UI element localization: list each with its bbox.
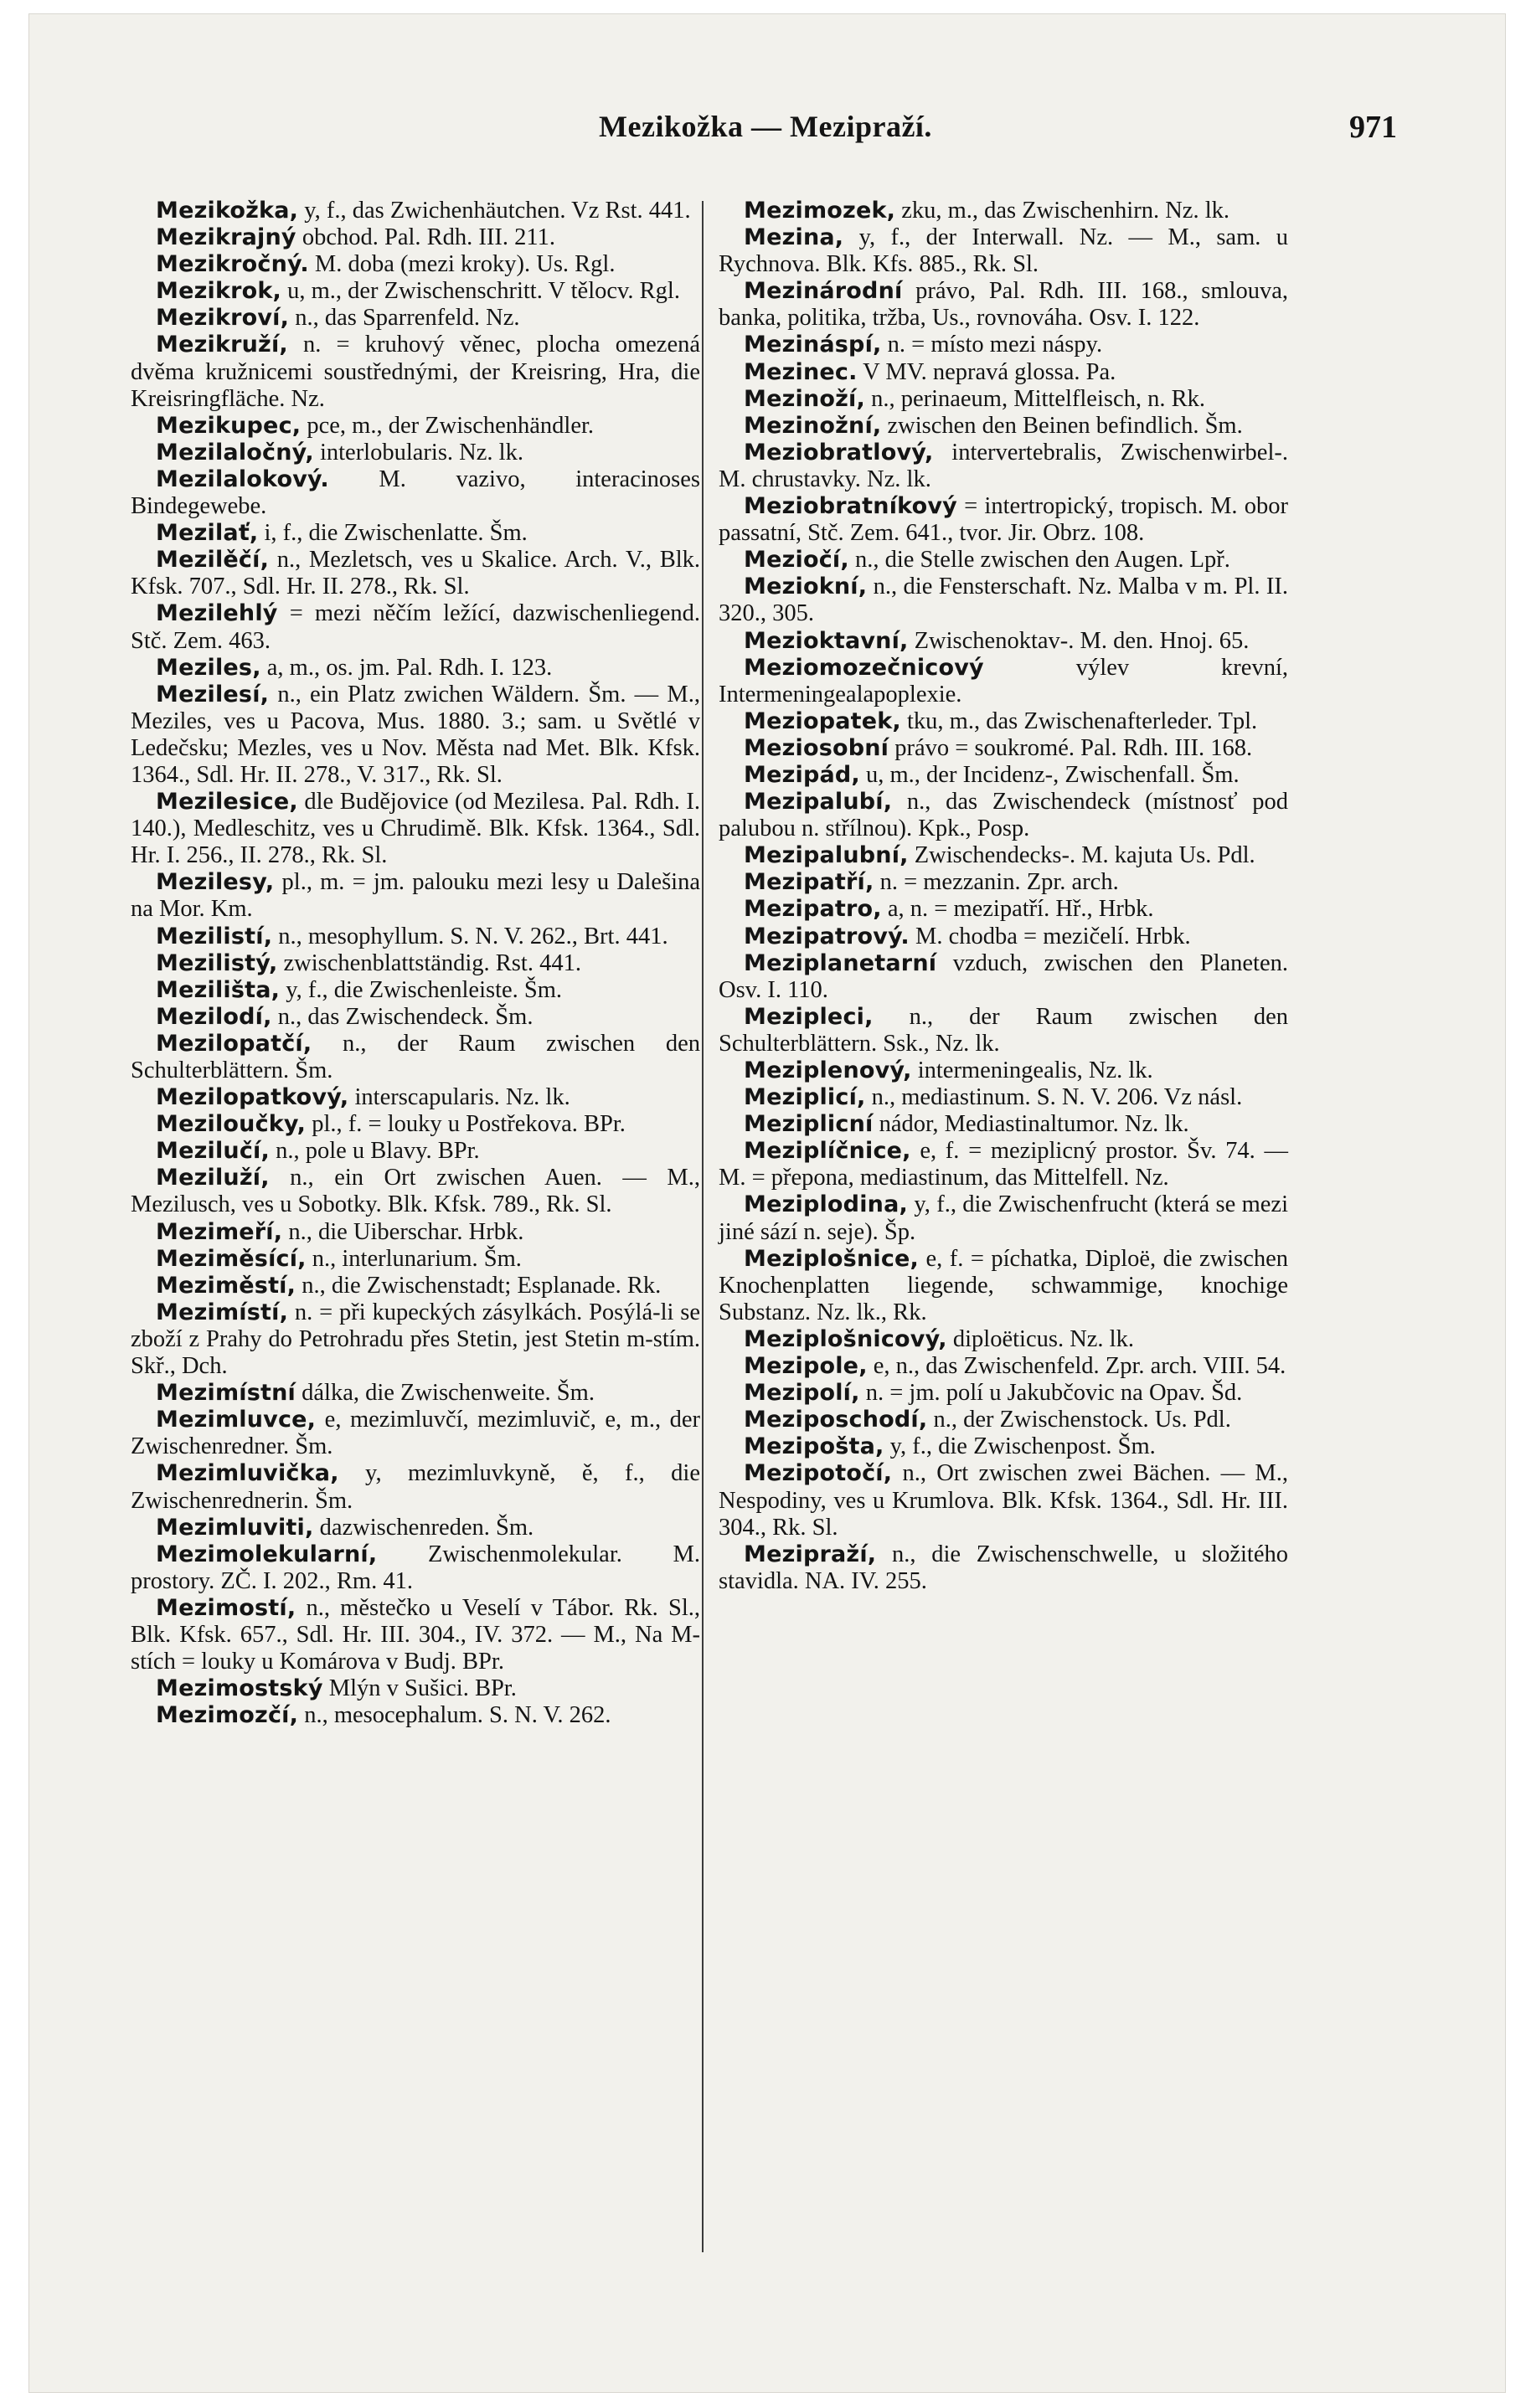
entry-headword: Mezipatří, [744,869,874,896]
entry-definition: n. = mezzanin. Zpr. arch. [874,869,1119,896]
entry-definition: interlobularis. Nz. lk. [313,439,523,466]
entry-definition: u, m., der Incidenz-, Zwischenfall. Šm. [859,761,1240,788]
dictionary-entry [131,1138,700,1165]
entry-definition: n., ein Platz zwichen Wäldern. Šm. — M., Meziles, ves u Pacova, Mus. 1880. 3.; sam. u Světlé v Ledečsku; Mezles, ves u Nov. Města nad Met. Blk. Kfsk. 1364., Sdl. Hr. II. 278., V. 317., Rk. Sl. [131,681,700,788]
entry-definition: diploëticus. Nz. lk. [946,1325,1134,1352]
dictionary-entry [131,547,700,600]
dictionary-entry [131,440,700,466]
dictionary-entry [131,1165,700,1218]
entry-definition: y, f., die Zwischenleiste. Šm. [280,976,563,1003]
dictionary-entry [719,708,1288,735]
dictionary-entry [131,950,700,977]
entry-definition: Zwischendecks-. M. kajuta Us. Pdl. [908,842,1255,869]
entry-headword: Mezimluviti, [156,1514,314,1541]
entry-definition: y, f., der Interwall. Nz. — M., sam. u Rychnova. Blk. Kfs. 885., Rk. Sl. [719,224,1288,278]
dictionary-entry [719,1138,1288,1191]
entry-headword: Meziplanetarní [744,949,937,976]
running-title: Mezikožka — Mezipraží. [599,110,932,143]
entry-definition: zwischen den Beinen befindlich. Šm. [881,412,1243,439]
entry-headword: Mezinožní, [744,412,882,439]
entry-definition: a, n. = mezipatří. Hř., Hrbk. [881,896,1154,923]
entry-headword: Mezipleci, [744,1003,874,1030]
entry-headword: Mezikožka, [156,198,299,224]
dictionary-entry [131,1380,700,1407]
entry-definition: i, f., die Zwischenlatte. Šm. [258,520,528,547]
left-column [131,198,700,1729]
page-number: 971 [1349,110,1397,145]
entry-definition: e, mezimluvčí, mezimluvič, e, m., der Zwischenredner. Šm. [131,1407,700,1460]
dictionary-entry [719,1380,1288,1407]
dictionary-entry [719,332,1288,358]
entry-definition: n. = jm. polí u Jakubčovic na Opav. Šd. [859,1380,1243,1407]
entry-definition: u, m., der Zwischenschritt. V tělocv. Rgl. [281,278,680,305]
entry-definition: n., mediastinum. S. N. V. 206. Vz násl. [865,1084,1243,1111]
entry-headword: Mezipalubní, [744,842,909,869]
dictionary-entry [131,251,700,278]
dictionary-entry [719,574,1288,627]
entry-headword: Meziokní, [744,574,868,600]
entry-headword: Mezilopatkový, [156,1084,349,1111]
entry-headword: Mezilesy, [156,869,275,896]
entry-definition: n., ein Ort zwischen Auen. — M., Mezilusch, ves u Sobotky. Blk. Kfsk. 789., Rk. Sl. [131,1165,700,1218]
entry-definition: y, mezimluvkyně, ě, f., die Zwischenrednerin. Šm. [131,1460,700,1514]
entry-headword: Meziobratníkový [744,493,957,520]
dictionary-entry [719,869,1288,896]
entry-definition: e, f. = píchatka, Diploë, die zwischen Knochenplatten liegende, schwammige, knochige Substanz. Nz. lk., Rk. [719,1245,1288,1325]
entry-definition: V MV. nepravá glossa. Pa. [857,358,1116,385]
entry-definition: zku, m., das Zwischenhirn. Nz. lk. [895,198,1229,224]
dictionary-entry [719,1004,1288,1057]
entry-headword: Mezimístní [156,1380,296,1407]
entry-headword: Mezimluvička, [156,1460,339,1487]
dictionary-entry [719,493,1288,547]
dictionary-entry [131,278,700,305]
dictionary-entry [131,682,700,789]
dictionary-entry [719,924,1288,950]
entry-headword: Meziplodina, [744,1191,908,1218]
entry-headword: Meziposchodí, [744,1407,928,1433]
entry-headword: Meziplenový, [744,1057,912,1083]
dictionary-entry [719,735,1288,762]
entry-headword: Mezipatrový. [744,923,910,949]
entry-definition: Zwischenmolekular. M. prostory. ZČ. I. 202., Rm. 41. [131,1541,700,1594]
entry-definition: dle Budějovice (od Mezilesa. Pal. Rdh. I. 140.), Medleschitz, ves u Chrudimě. Blk. Kfsk. 1364., Sdl. Hr. I. 256., II. 278., Rk. Sl. [131,789,700,869]
entry-definition: y, f., das Zwichenhäutchen. Vz Rst. 441. [298,198,691,224]
dictionary-entry [719,1084,1288,1111]
entry-definition: a, m., os. jm. Pal. Rdh. I. 123. [260,654,553,681]
entry-definition: n., die Uiberschar. Hrbk. [282,1218,524,1245]
entry-headword: Mezilistí, [156,923,273,949]
dictionary-entry [719,655,1288,708]
entry-headword: Mezioktavní, [744,627,909,654]
dictionary-entry [131,1595,700,1675]
dictionary-entry [131,1299,700,1380]
entry-headword: Mezilistý, [156,949,278,976]
entry-definition: = intertropický, tropisch. M. obor passatní, Stč. Zem. 641., tvor. Jir. Obrz. 108. [719,493,1288,547]
entry-headword: Mezikupec, [156,412,302,439]
entry-definition: M. chodba = mezičelí. Hrbk. [909,923,1191,949]
dictionary-entry [719,1191,1288,1245]
dictionary-entry [719,413,1288,440]
entry-headword: Mezikruží, [156,332,288,358]
dictionary-entry [131,1031,700,1084]
entry-headword: Mezipraží, [744,1541,877,1567]
entry-headword: Meziloučky, [156,1111,307,1138]
entry-definition: y, f., die Zwischenfrucht (která se mezi jiné sází n. seje). Šp. [719,1191,1288,1245]
dictionary-entry [719,842,1288,869]
entry-headword: Mezikrajný [156,224,296,251]
dictionary-entry [131,600,700,654]
dictionary-entry [131,977,700,1004]
entry-headword: Mezipole, [744,1353,868,1380]
entry-definition: n. = kruhový věnec, plocha omezená dvěma kružnicemi soustřednými, der Kreisring, Hra, die Kreisringfläche. Nz. [131,332,700,412]
dictionary-entry [719,1111,1288,1138]
entry-definition: n., die Fensterschaft. Nz. Malba v m. Pl. II. 320., 305. [719,574,1288,627]
dictionary-entry [131,924,700,950]
dictionary-entry [719,1057,1288,1084]
entry-headword: Mezimeří, [156,1218,283,1245]
dictionary-entry [131,1219,700,1246]
entry-headword: Mezimozek, [744,198,896,224]
dictionary-entry [131,1111,700,1138]
entry-definition: n., das Sparrenfeld. Nz. [289,305,520,332]
entry-headword: Meziosobní [744,734,889,761]
entry-headword: Mezilesí, [156,681,270,707]
dictionary-entry [719,278,1288,332]
entry-definition: n., pole u Blavy. BPr. [269,1138,480,1165]
entry-headword: Meziplicní [744,1111,874,1138]
dictionary-entry [719,1460,1288,1541]
entry-headword: Mezinárodní [744,278,903,305]
entry-definition: = mezi něčím ležící, dazwischenliegend. Stč. Zem. 463. [131,600,700,654]
entry-definition: n., der Raum zwischen den Schulterblättern. Šm. [131,1030,700,1083]
entry-headword: Mezipošta, [744,1433,884,1460]
entry-headword: Meziměstí, [156,1272,296,1299]
right-column [719,198,1288,1595]
entry-definition: obchod. Pal. Rdh. III. 211. [296,224,555,251]
entry-definition: M. vazivo, interacinoses Bindegewebe. [131,466,700,520]
entry-headword: Mezilalokový. [156,466,329,492]
dictionary-entry [131,520,700,547]
entry-definition: právo = soukromé. Pal. Rdh. III. 168. [889,734,1253,761]
dictionary-entry [131,1541,700,1595]
dictionary-entry [719,440,1288,493]
dictionary-entry [719,896,1288,923]
entry-headword: Mezimozčí, [156,1702,299,1729]
entry-definition: pce, m., der Zwischenhändler. [301,412,595,439]
dictionary-entry [131,1702,700,1729]
entry-headword: Mezilesice, [156,789,298,816]
entry-headword: Meziměsící, [156,1245,307,1272]
entry-headword: Meziluží, [156,1165,270,1191]
entry-headword: Mezipotočí, [744,1460,893,1487]
entry-definition: n., die Stelle zwischen den Augen. Lpř. [848,547,1230,574]
entry-headword: Meziobratlový, [744,439,934,466]
entry-definition: n., mesocephalum. S. N. V. 262. [298,1702,611,1729]
entry-headword: Mezipolí, [744,1380,860,1407]
entry-headword: Mezináspí, [744,332,882,358]
entry-definition: Zwischenoktav-. M. den. Hnoj. 65. [908,627,1250,654]
entry-definition: n. = při kupeckých zásylkách. Posýlá-li se zboží z Prahy do Petrohradu přes Stetin, jest Stetin m-stím. Skř., Dch. [131,1299,700,1380]
entry-definition: n., interlunarium. Šm. [306,1245,522,1272]
entry-definition: zwischenblattständig. Rst. 441. [277,949,581,976]
entry-headword: Mezimístí, [156,1299,289,1325]
entry-headword: Mezilať, [156,520,259,547]
dictionary-entry [719,1541,1288,1595]
entry-headword: Meziopatek, [744,707,901,734]
dictionary-entry [719,950,1288,1004]
dictionary-entry [131,198,700,224]
column-divider [702,201,704,2252]
entry-headword: Mezimostí, [156,1594,296,1621]
entry-definition: vzduch, zwischen den Planeten. Osv. I. 110. [719,949,1288,1003]
entry-definition: dazwischenreden. Šm. [313,1514,534,1541]
entry-headword: Mezimostský [156,1675,323,1702]
dictionary-entry [719,1326,1288,1353]
entry-definition: výlev krevní, Intermeningealapoplexie. [719,654,1288,707]
entry-definition: intermeningealis, Nz. lk. [911,1057,1153,1083]
entry-definition: e, n., das Zwischenfeld. Zpr. arch. VIII. 54. [867,1353,1286,1380]
dictionary-entry [131,1004,700,1031]
entry-definition: pl., f. = louky u Postřekova. BPr. [306,1111,626,1138]
entry-headword: Meziplicí, [744,1084,866,1111]
entry-definition: Mlýn v Sušici. BPr. [322,1675,517,1702]
entry-headword: Meziles, [156,654,261,681]
entry-definition: interscapularis. Nz. lk. [348,1084,570,1111]
entry-definition: pl., m. = jm. palouku mezi lesy u Dalešina na Mor. Km. [131,869,700,923]
dictionary-entry [131,1084,700,1111]
dictionary-entry [719,789,1288,842]
entry-definition: právo, Pal. Rdh. III. 168., smlouva, banka, politika, tržba, Us., rovnováha. Osv. I. 122. [719,278,1288,332]
dictionary-entry [719,762,1288,789]
dictionary-entry [131,332,700,412]
entry-definition: n., mesophyllum. S. N. V. 262., Brt. 441. [272,923,668,949]
entry-definition: nádor, Mediastinaltumor. Nz. lk. [873,1111,1189,1138]
dictionary-entry [131,1407,700,1460]
entry-headword: Meziplíčnice, [744,1138,911,1165]
entry-definition: intervertebralis, Zwischenwirbel-. M. chrustavky. Nz. lk. [719,439,1288,492]
entry-headword: Mezimluvce, [156,1407,317,1433]
entry-headword: Mezinoží, [744,385,865,412]
dictionary-entry [131,1515,700,1541]
entry-headword: Mezipatro, [744,896,882,923]
entry-headword: Mezilodí, [156,1003,272,1030]
entry-definition: n., městečko u Veselí v Tábor. Rk. Sl., Blk. Kfsk. 657., Sdl. Hr. III. 304., IV. 372. — M., Na M-stích = louky u Komárova v Budj. BPr. [131,1594,700,1675]
entry-headword: Meziomozečnicový [744,654,984,681]
entry-headword: Mezilopatčí, [156,1030,312,1057]
entry-definition: n., der Zwischenstock. Us. Pdl. [927,1407,1231,1433]
dictionary-entry [131,413,700,440]
entry-definition: dálka, die Zwischenweite. Šm. [296,1380,595,1407]
dictionary-entry [131,869,700,923]
entry-headword: Mezipalubí, [744,789,893,816]
entry-definition: n. = místo mezi náspy. [881,332,1103,358]
entry-definition: n., die Zwischenstadt; Esplanade. Rk. [296,1272,662,1299]
dictionary-entry [719,359,1288,386]
entry-definition: n., Mezletsch, ves u Skalice. Arch. V., Blk. Kfsk. 707., Sdl. Hr. II. 278., Rk. Sl. [131,547,700,600]
dictionary-entry [719,547,1288,574]
dictionary-entry [719,628,1288,655]
entry-definition: M. doba (mezi kroky). Us. Rgl. [308,251,616,278]
dictionary-entry [719,1433,1288,1460]
dictionary-entry [719,224,1288,278]
dictionary-entry [719,1407,1288,1433]
running-header [0,109,1531,151]
dictionary-entry [719,1246,1288,1326]
entry-definition: n., perinaeum, Mittelfleisch, n. Rk. [864,385,1205,412]
entry-headword: Mezikročný. [156,251,309,278]
dictionary-entry [131,1246,700,1273]
entry-definition: n., das Zwischendeck. Šm. [271,1003,534,1030]
dictionary-entry [131,1675,700,1702]
dictionary-entry [131,305,700,332]
dictionary-entry [131,224,700,251]
entry-headword: Mezilišta, [156,976,281,1003]
dictionary-entry [131,466,700,520]
entry-headword: Mezina, [744,224,844,251]
entry-headword: Mezimolekularní, [156,1541,378,1567]
dictionary-entry [131,1273,700,1299]
entry-definition: y, f., die Zwischenpost. Šm. [884,1433,1156,1460]
entry-definition: n., das Zwischendeck (místnosť pod palubou n. střílnou). Kpk., Posp. [719,789,1288,842]
entry-headword: Mezilehlý [156,600,278,627]
entry-definition: n., Ort zwischen zwei Bächen. — M., Nespodiny, ves u Krumlova. Blk. Kfsk. 1364., Sdl. Hr. III. 304., Rk. Sl. [719,1460,1288,1541]
entry-headword: Mezilučí, [156,1138,270,1165]
entry-definition: e, f. = meziplicný prostor. Šv. 74. — M. = přepona, mediastinum, das Mittelfell. Nz. [719,1138,1288,1191]
dictionary-entry [131,789,700,869]
entry-headword: Mezikroví, [156,305,290,332]
dictionary-entry [719,1353,1288,1380]
entry-headword: Mezilěčí, [156,547,270,574]
entry-headword: Mezinec. [744,358,858,385]
entry-headword: Meziočí, [744,547,849,574]
entry-definition: n., die Zwischenschwelle, u složitého stavidla. NA. IV. 255. [719,1541,1288,1594]
entry-headword: Mezikrok, [156,278,281,305]
entry-headword: Meziplošnice, [744,1245,920,1272]
entry-definition: n., der Raum zwischen den Schulterblättern. Ssk., Nz. lk. [719,1003,1288,1057]
entry-headword: Mezilaločný, [156,439,314,466]
dictionary-entry [719,198,1288,224]
entry-definition: tku, m., das Zwischenafterleder. Tpl. [900,707,1258,734]
dictionary-entry [719,386,1288,413]
entry-headword: Meziplošnicový, [744,1325,947,1352]
dictionary-entry [131,655,700,682]
dictionary-entry [131,1460,700,1514]
entry-headword: Mezipád, [744,761,860,788]
